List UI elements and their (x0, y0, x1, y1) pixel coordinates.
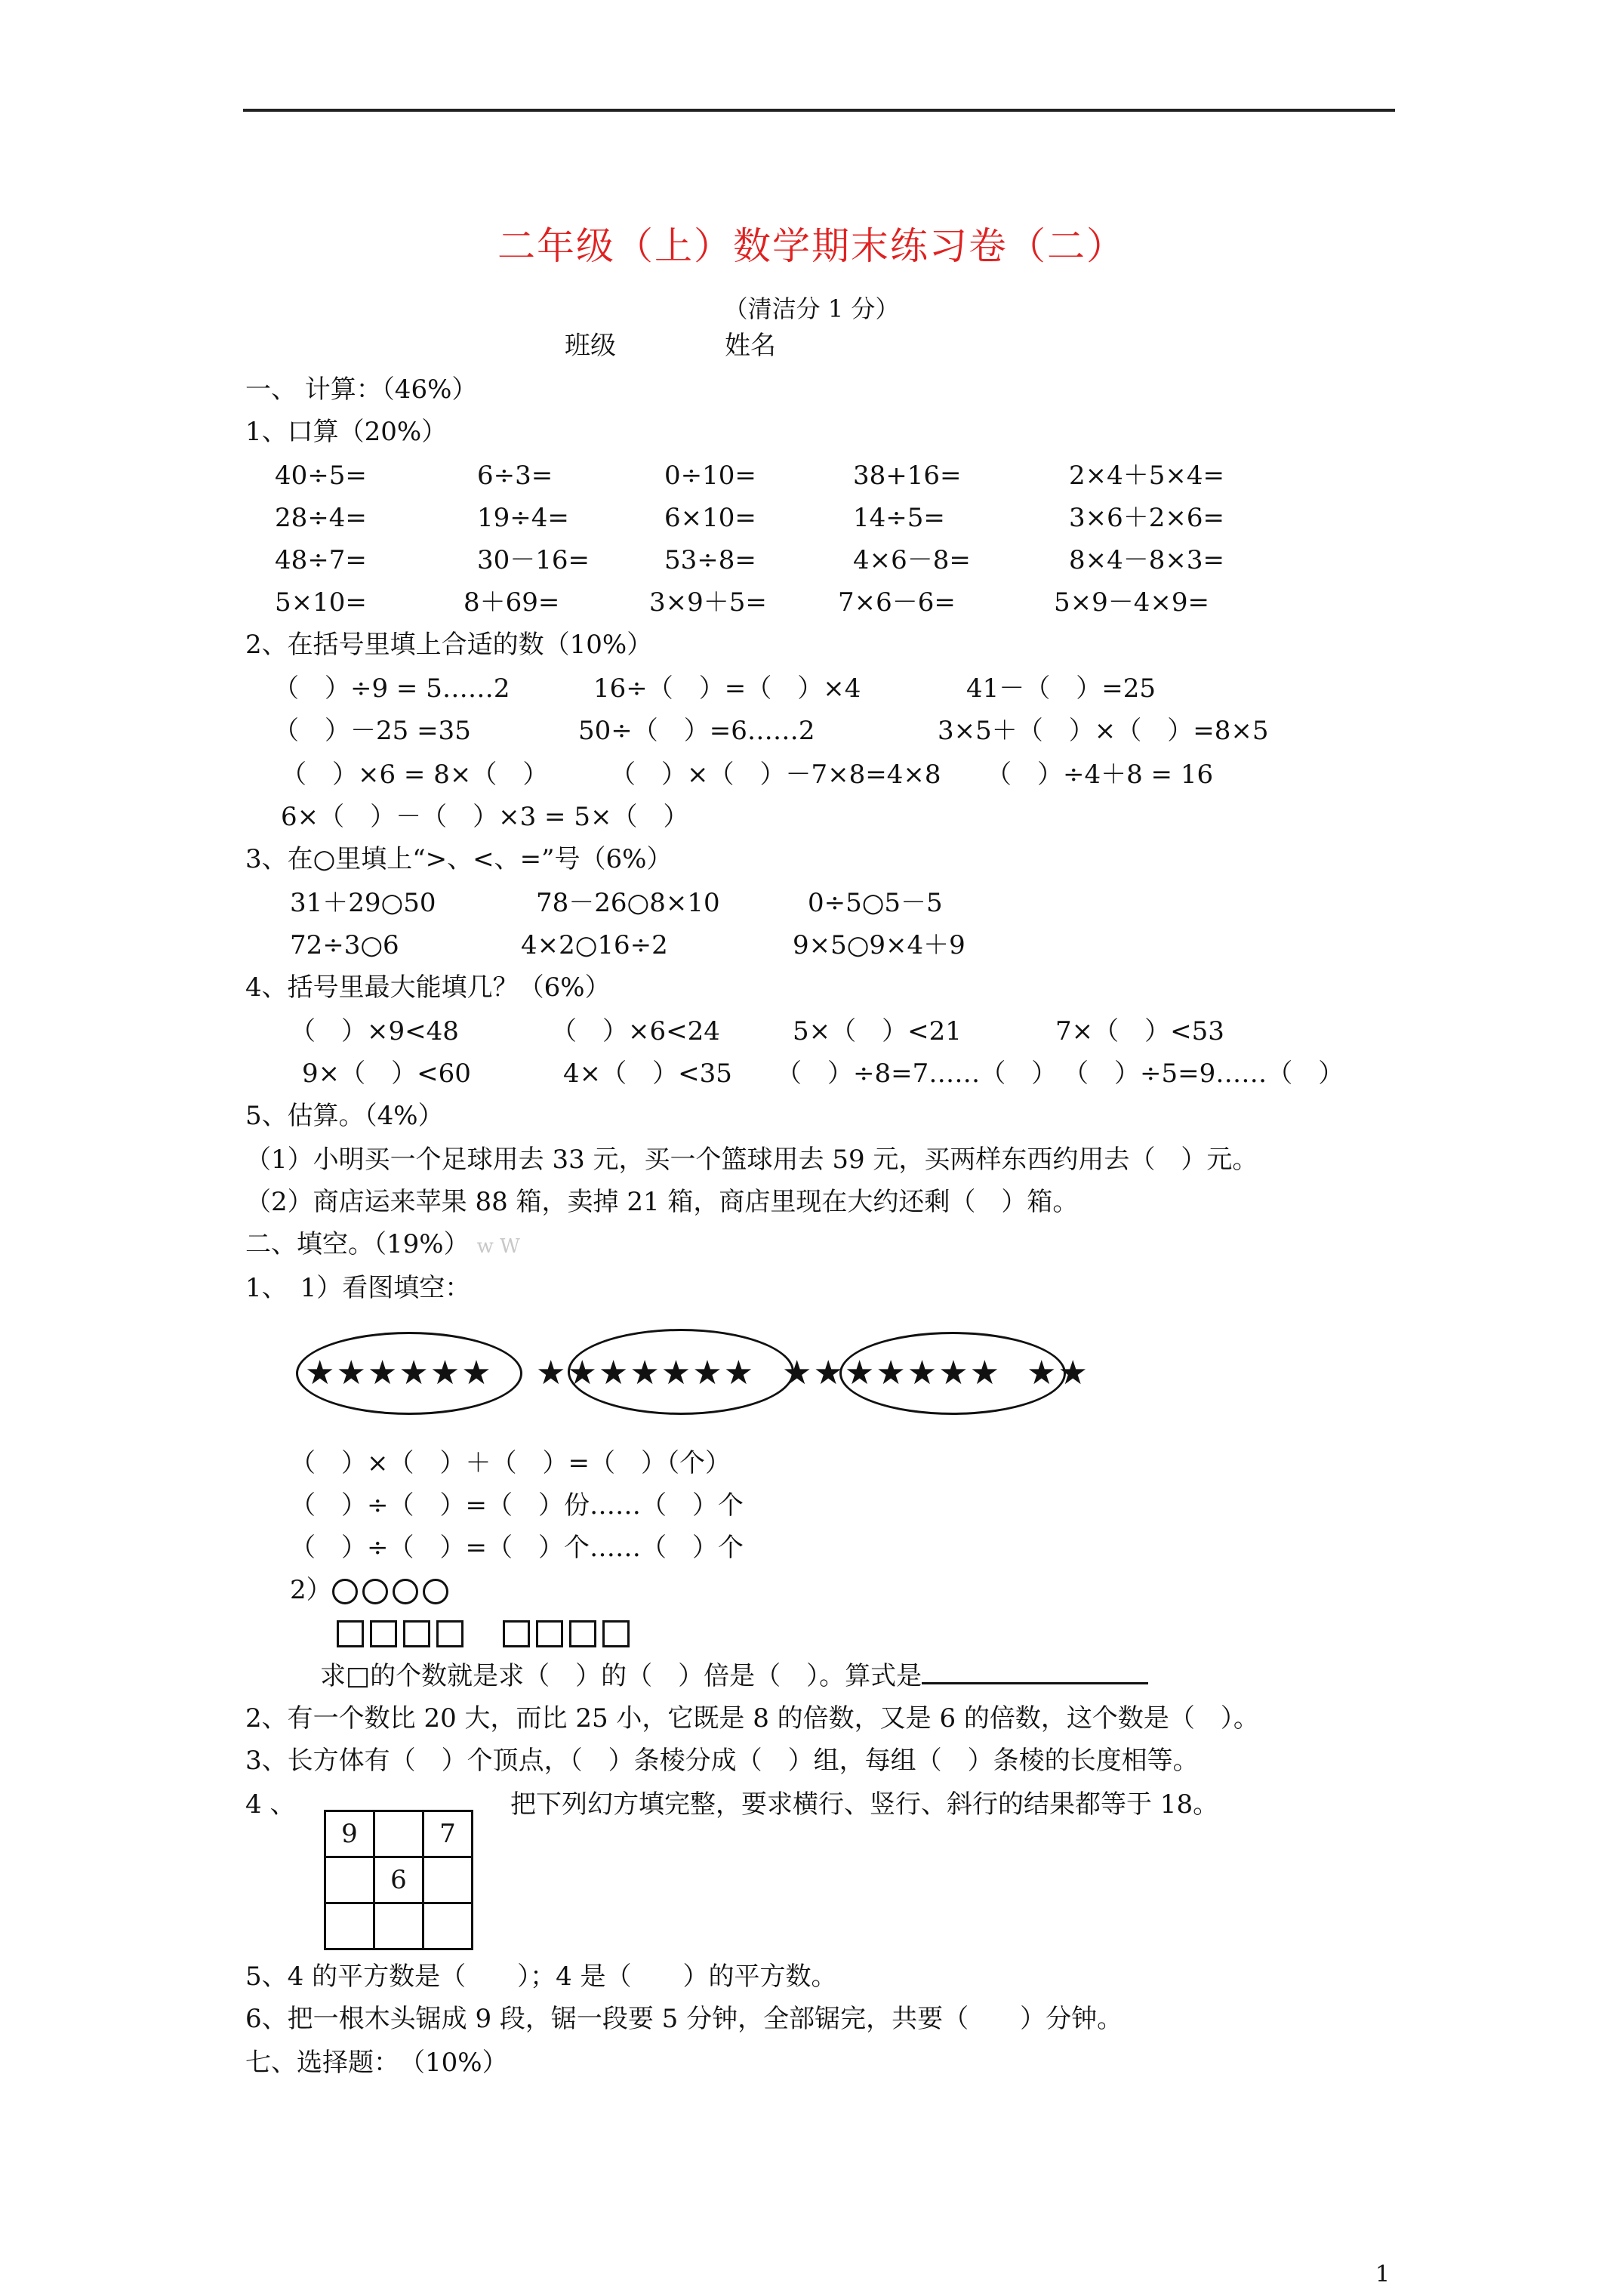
circle-shape (362, 1579, 388, 1604)
q5-heading: 5、估算。（4%） (245, 1101, 444, 1131)
q4-item: 5×（ ）<21 (793, 1016, 962, 1046)
q4-item: （ ）÷8=7……（ ） (776, 1059, 1058, 1089)
q3-item: 78－26○8×10 (536, 888, 720, 918)
square-shape (436, 1620, 463, 1647)
s2-q4-label: 4 、 (245, 1789, 296, 1820)
circle-shape (393, 1579, 418, 1604)
q1-item: 48÷7= (275, 545, 367, 575)
q1-item: 19÷4= (477, 503, 569, 533)
q1-item: 38+16= (853, 461, 962, 491)
q1-item: 6÷3= (477, 461, 553, 491)
q1-item: 2×4＋5×4= (1069, 461, 1224, 491)
q1-item: 3×6＋2×6= (1069, 503, 1224, 533)
page-title: 二年级（上）数学期末练习卷（二） (497, 224, 1126, 268)
q2-item: 16÷（ ）=（ ）×4 (593, 673, 861, 704)
q1-item: 4×6－8= (853, 545, 971, 575)
header-rule (243, 109, 1395, 112)
fill-line: （ ）÷（ ）=（ ）份……（ ）个 (290, 1490, 744, 1521)
magic-cell (374, 1811, 423, 1857)
faint-watermark-mark: w W (476, 1235, 520, 1258)
s2-q2: 2、有一个数比 20 大，而比 25 小，它既是 8 的倍数，又是 6 的倍数，这个数是（ ）。 (245, 1703, 1259, 1734)
q4-heading: 4、括号里最大能填几？（6%） (245, 972, 611, 1003)
s2-q4-text: 把下列幻方填完整，要求横行、竖行、斜行的结果都等于 18。 (510, 1789, 1219, 1820)
multiple-question (320, 1660, 1148, 1691)
magic-cell (325, 1903, 374, 1949)
q4-item: （ ）×9<48 (290, 1016, 459, 1046)
q2-item: （ ）－25 =35 (273, 716, 471, 746)
q2-item: 41－（ ）=25 (966, 673, 1156, 704)
q4-item: 4×（ ）<35 (563, 1059, 732, 1089)
circles-row (290, 1575, 453, 1605)
q5-item: （1）小明买一个足球用去 33 元，买一个篮球用去 59 元，买两样东西约用去（ ）元。 (245, 1145, 1258, 1175)
square-shape (403, 1620, 430, 1647)
q1-item: 53÷8= (664, 545, 756, 575)
q4-item: （ ）×6<24 (551, 1016, 720, 1046)
q1-item: 8＋69= (463, 587, 560, 618)
section-2-heading-text: 二、填空。（19%） (245, 1229, 470, 1259)
s2-q6: 6、把一根木头锯成 9 段，锯一段要 5 分钟，全部锯完，共要（ ）分钟。 (245, 2004, 1123, 2034)
class-label: 班级 (565, 331, 616, 361)
section-2-heading (245, 1229, 520, 1262)
square-shape (536, 1620, 563, 1647)
q4-item: 9×（ ）<60 (302, 1059, 471, 1089)
square-shape (503, 1620, 530, 1647)
section-7-heading: 七、选择题： （10%） (245, 2048, 508, 2078)
star-group: ★★★★★★★ (782, 1354, 1002, 1392)
q1-heading: 1、口算（20%） (245, 417, 448, 447)
q3-heading: 3、在○里填上“>、<、=”号（6%） (245, 844, 673, 874)
q1-item: 5×9－4×9= (1054, 587, 1209, 618)
q1-item: 14÷5= (853, 503, 945, 533)
square-shape (370, 1620, 397, 1647)
q5-item: （2）商店运来苹果 88 箱，卖掉 21 箱，商店里现在大约还剩（ ）箱。 (245, 1187, 1079, 1217)
s2-q3: 3、长方体有（ ）个顶点，（ ）条棱分成（ ）组，每组（ ）条棱的长度相等。 (245, 1746, 1199, 1776)
square-shape (602, 1620, 630, 1647)
squares-row (337, 1617, 636, 1647)
magic-square (324, 1810, 473, 1950)
q1-item: 7×6－6= (838, 587, 956, 618)
circle-shape (332, 1579, 358, 1604)
page-number: 1 (1375, 2261, 1390, 2288)
magic-cell: 6 (374, 1857, 423, 1903)
s2-q1-heading: 1、 1）看图填空： (245, 1273, 471, 1303)
q2-item: 6×（ ）－（ ）×3 = 5×（ ） (281, 802, 689, 832)
q2-item: （ ）÷4＋8 = 16 (986, 760, 1214, 790)
magic-cell (423, 1903, 473, 1949)
q1-item: 3×9＋5= (649, 587, 767, 618)
q1-item: 30－16= (477, 545, 590, 575)
star-group: ★★★★★★★ (536, 1354, 756, 1392)
q1-item: 5×10= (275, 587, 367, 618)
q1-item: 40÷5= (275, 461, 367, 491)
answer-blank (922, 1660, 1148, 1684)
magic-cell (423, 1857, 473, 1903)
circle-shape (423, 1579, 448, 1604)
q2-item: （ ）÷9 = 5……2 (273, 673, 510, 704)
q3-item: 0÷5○5－5 (808, 888, 943, 918)
part2-label: 2） (290, 1575, 332, 1605)
q2-item: 50÷（ ）=6……2 (578, 716, 815, 746)
subtitle: （清洁分 1 分） (723, 294, 900, 323)
s2-q5: 5、4 的平方数是（ ）；4 是（ ）的平方数。 (245, 1962, 837, 1992)
multiple-question-text: 求□的个数就是求（ ）的（ ）倍是（ ）。算式是 (320, 1661, 922, 1691)
q2-item: （ ）×（ ）－7×8=4×8 (610, 760, 941, 790)
q4-item: 7×（ ）<53 (1055, 1016, 1224, 1046)
q1-item: 0÷10= (664, 461, 756, 491)
square-shape (569, 1620, 596, 1647)
name-label: 姓名 (725, 331, 776, 361)
q3-item: 72÷3○6 (290, 930, 399, 960)
q1-item: 28÷4= (275, 503, 367, 533)
q3-item: 9×5○9×4＋9 (793, 930, 965, 960)
q2-item: （ ）×6 = 8×（ ） (281, 760, 549, 790)
magic-cell (374, 1903, 423, 1949)
section-1-heading: 一、 计算：（46%） (245, 374, 478, 405)
fill-line: （ ）÷（ ）=（ ）个……（ ）个 (290, 1533, 744, 1563)
star-group: ★★★★★★ (305, 1354, 493, 1392)
q1-item: 6×10= (664, 503, 756, 533)
square-shape (337, 1620, 364, 1647)
magic-cell: 9 (325, 1811, 374, 1857)
fill-line: （ ）×（ ）＋（ ）=（ ）（个） (290, 1448, 731, 1478)
q2-item: 3×5＋（ ）×（ ）=8×5 (938, 716, 1269, 746)
q3-item: 31＋29○50 (290, 888, 436, 918)
q4-item: （ ）÷5=9……（ ） (1063, 1059, 1344, 1089)
magic-cell: 7 (423, 1811, 473, 1857)
magic-cell (325, 1857, 374, 1903)
star-group: ★★ (1027, 1354, 1089, 1392)
q2-heading: 2、在括号里填上合适的数（10%） (245, 630, 653, 660)
q3-item: 4×2○16÷2 (521, 930, 668, 960)
q1-item: 8×4－8×3= (1069, 545, 1224, 575)
